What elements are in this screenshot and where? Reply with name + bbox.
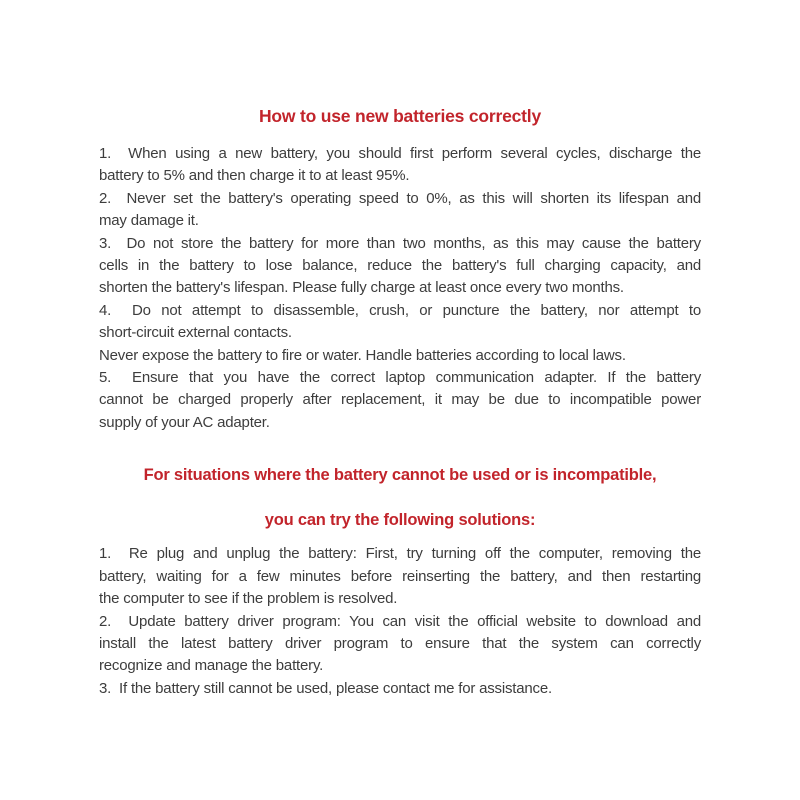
solution-line: 1. Re plug and unplug the battery: First, try turning off the computer, removing the — [99, 545, 701, 563]
solutions-section — [99, 543, 701, 700]
document-content — [99, 0, 701, 700]
usage-line: may damage it. — [99, 212, 199, 230]
solution-line: install the latest battery driver program to ensure that the system can correctly — [99, 634, 701, 652]
usage-line: battery to 5% and then charge it to at least 95%. — [99, 167, 410, 185]
usage-line: supply of your AC adapter. — [99, 413, 270, 431]
sub-heading-incompatible: For situations where the battery cannot be used or is incompatible, — [143, 466, 657, 485]
usage-line: 4. Do not attempt to disassemble, crush, or puncture the battery, nor attempt to — [99, 301, 701, 319]
usage-line: 1. When using a new battery, you should first perform several cycles, discharge the — [99, 145, 701, 162]
solution-line: recognize and manage the battery. — [99, 657, 324, 675]
solution-line: the computer to see if the problem is resolved. — [99, 590, 398, 608]
usage-line: short-circuit external contacts. — [99, 324, 292, 342]
sub-heading-solutions: you can try the following solutions: — [264, 511, 536, 530]
usage-line: Never expose the battery to fire or water. Handle batteries according to local laws. — [99, 346, 626, 364]
usage-line: cannot be charged properly after replacement, it may be due to incompatible power — [99, 391, 701, 409]
solution-line: battery, waiting for a few minutes before reinserting the battery, and then restarting — [99, 567, 701, 585]
usage-line: shorten the battery's lifespan. Please fully charge at least once every two months. — [99, 279, 624, 297]
usage-line: 3. Do not store the battery for more than two months, as this may cause the battery — [99, 234, 701, 252]
solution-line: 3. If the battery still cannot be used, please contact me for assistance. — [99, 679, 552, 697]
main-heading: How to use new batteries correctly — [258, 106, 542, 126]
usage-line: cells in the battery to lose balance, reduce the battery's full charging capacity, and — [99, 257, 701, 275]
solution-line: 2. Update battery driver program: You can visit the official website to download and — [99, 612, 701, 630]
usage-line: 2. Never set the battery's operating speed to 0%, as this will shorten its lifespan and — [99, 189, 701, 207]
usage-line: 5. Ensure that you have the correct laptop communication adapter. If the battery — [99, 369, 701, 387]
usage-instructions-section — [99, 143, 701, 434]
